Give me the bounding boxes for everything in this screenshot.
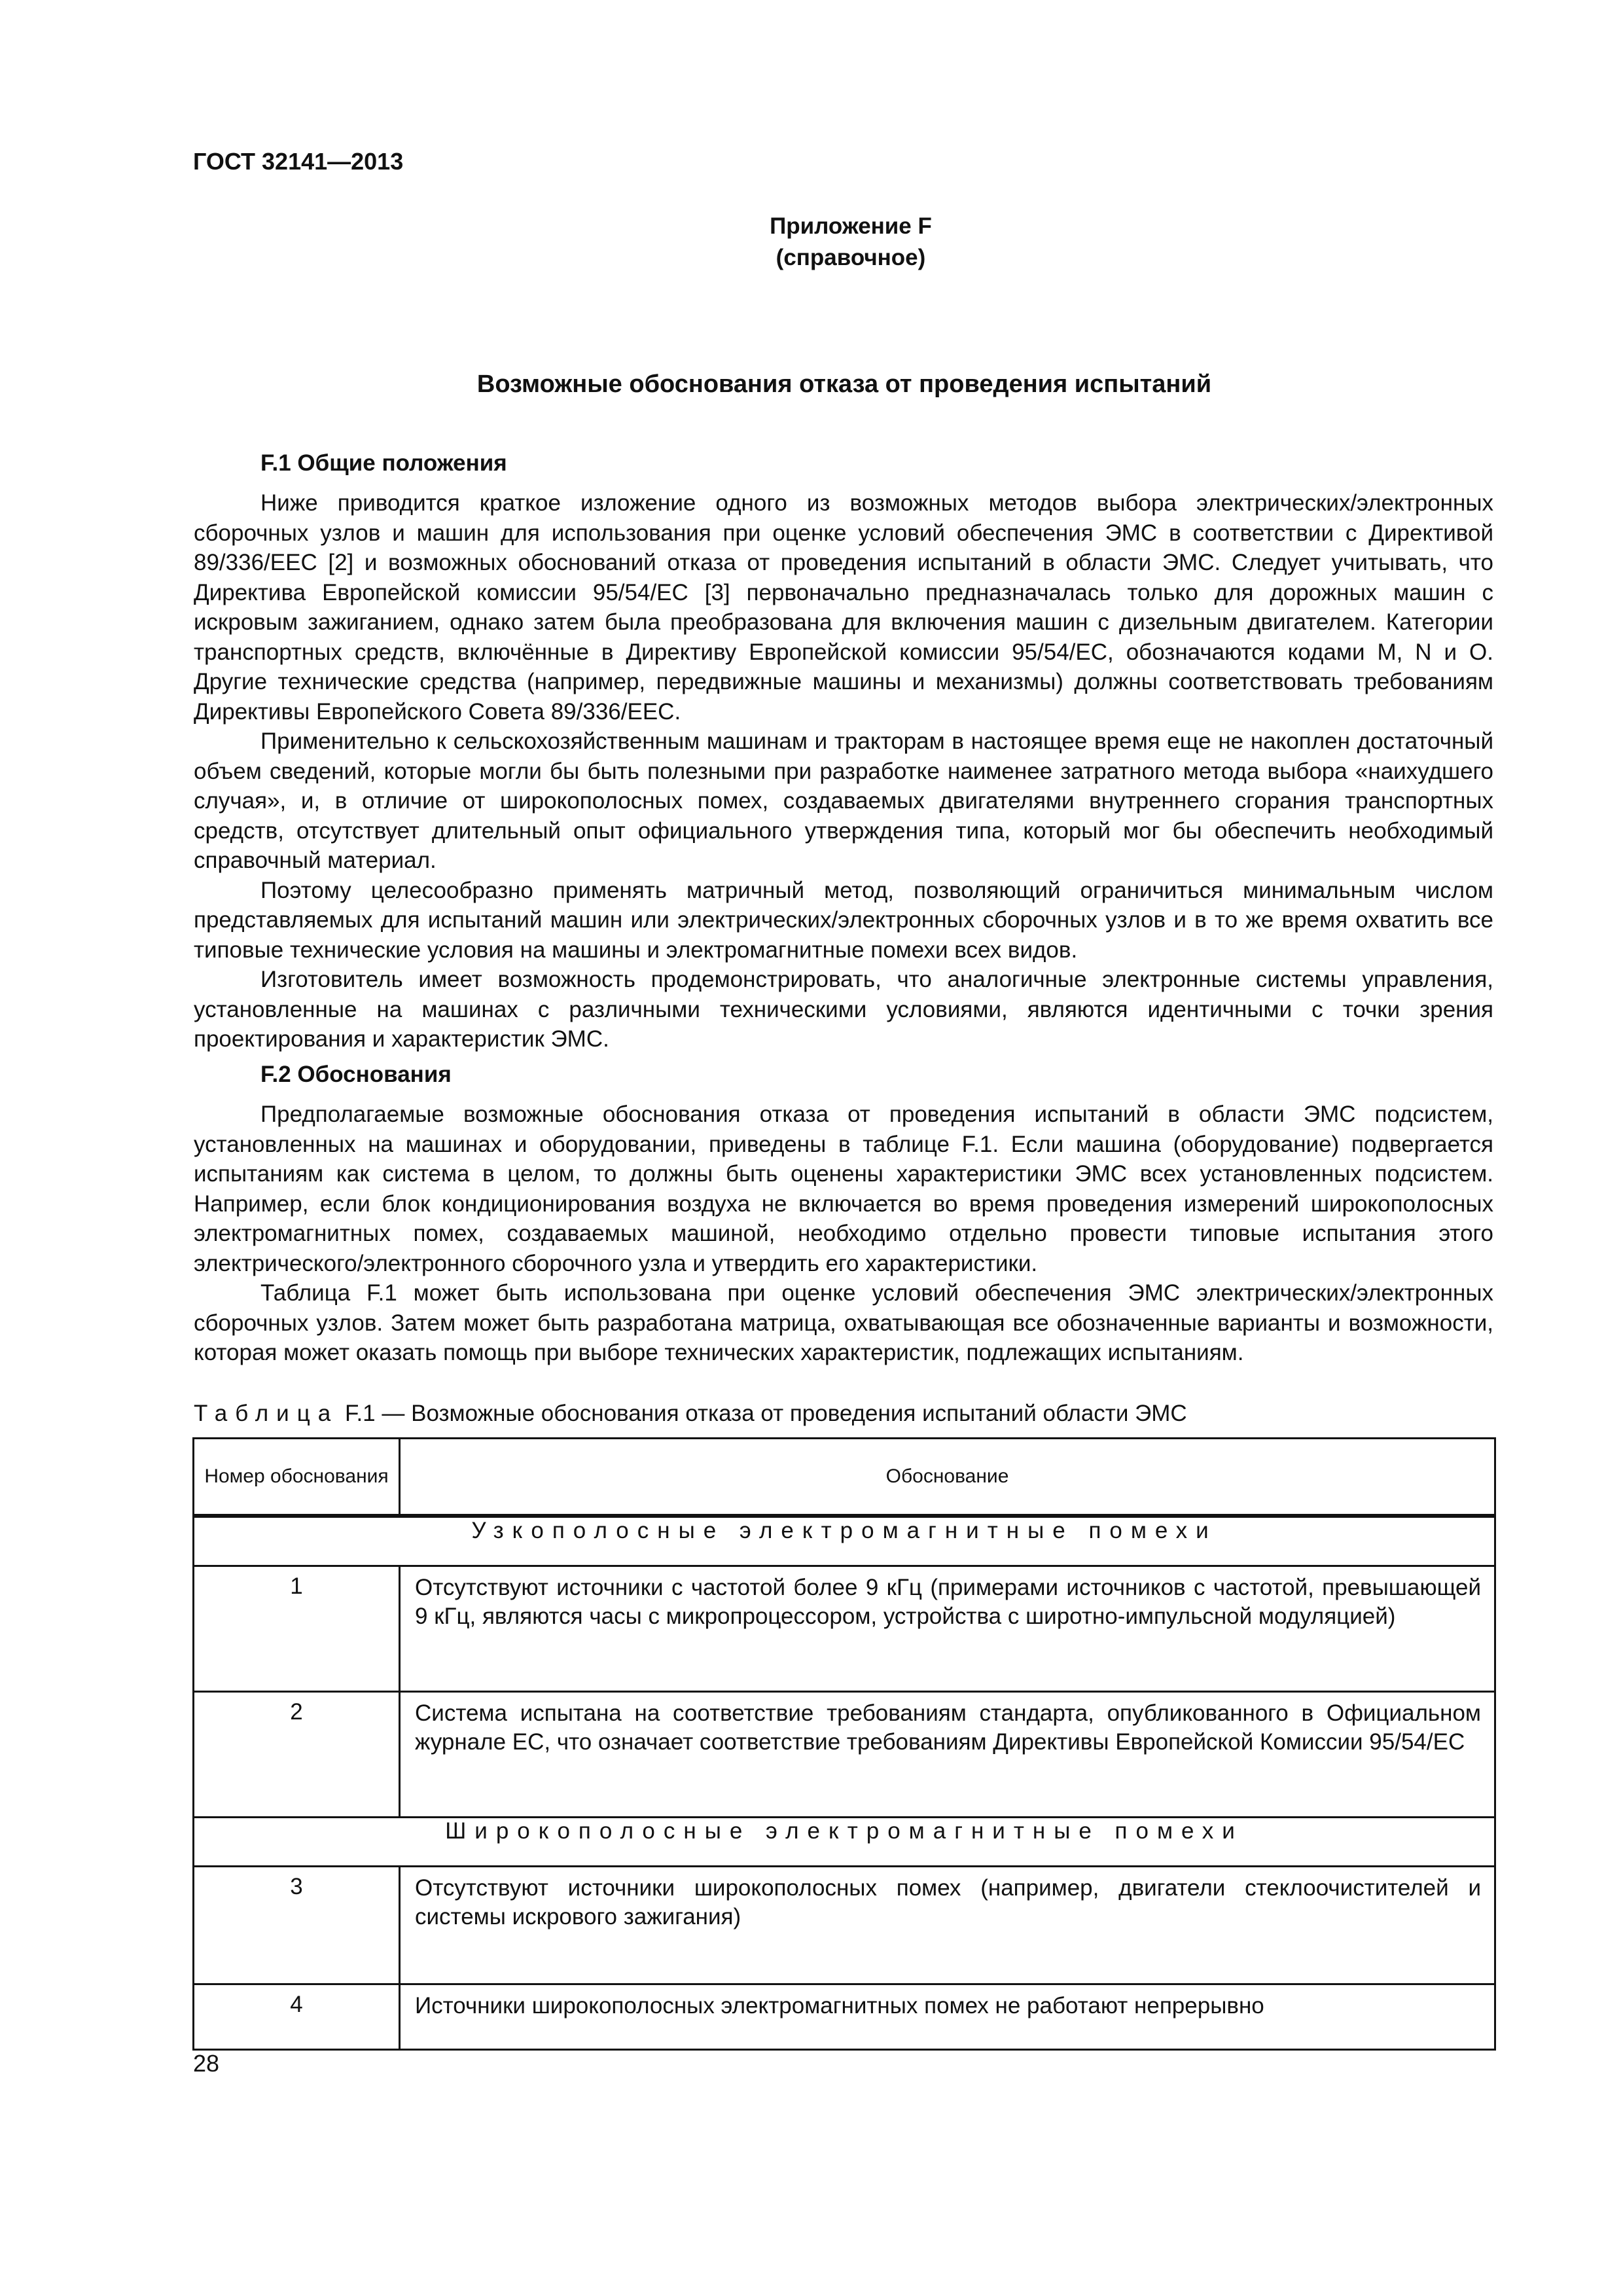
paragraph: Поэтому целесообразно применять матричный метод, позволяющий ограничиться минимальным числом представляемых для испытаний машин или электрических/электронных сборочных узлов и в то же время охватить все типовые технические условия на машины и электромагнитные помехи всех видов. [194,877,1493,963]
row-number: 2 [194,1692,400,1818]
paragraph: Таблица F.1 может быть использована при оценке условий обеспечения ЭМС электрических/электронных сборочных узлов. Затем может быть разработана матрица, охватывающая все обозначенные варианты и возможности, которая может оказать помощь при выборе технических характеристик, подлежащих испытаниям. [194,1280,1493,1365]
row-text: Отсутствуют источники с частотой более 9 кГц (примерами источников с частотой, превышающей 9 кГц, являются часы с микропроцессором, устройства с широтно-импульсной модуляцией) [400,1566,1495,1692]
section-heading-f2: F.2 Обоснования [260,1062,452,1087]
row-number: 4 [194,1984,400,2050]
paragraph: Ниже приводится краткое изложение одного из возможных методов выбора электрических/электронных сборочных узлов и машин для использования при оценке условий обеспечения ЭМС в соответствии с Директивой 89/336/ЕЕС [2] и возможных обоснований отказа от проведения испытаний в области ЭМС. Следует учитывать, что Директива Европейской комиссии 95/54/ЕС [3] первоначально предназначалась только для дорожных машин с искровым зажиганием, однако затем была преобразована для включения машин с дизельным двигателем. Категории транспортных средств, включённые в Директиву Европейской комиссии 95/54/ЕС, обозначаются кодами М, N и О. Другие технические средства (например, передвижные машины и механизмы) должны соответствовать требованиям Директивы Европейского Совета 89/336/ЕЕС. [194,490,1493,725]
paragraph: Изготовитель имеет возможность продемонстрировать, что аналогичные электронные системы управления, установленные на машинах с различными техническими условиями, являются идентичными с точки зрения проектирования и характеристик ЭМС. [194,967,1493,1052]
table-caption-prefix: Таблица [194,1401,339,1426]
annex-title: Возможные обоснования отказа от проведения испытаний [476,370,1212,398]
section-heading-f1: F.1 Общие положения [260,450,507,476]
row-text: Источники широкополосных электромагнитных помех не работают непрерывно [400,1984,1495,2050]
page-number: 28 [193,2050,220,2077]
table-caption-text: F.1 — Возможные обоснования отказа от проведения испытаний области ЭМС [338,1401,1187,1426]
paragraph: Предполагаемые возможные обоснования отказа от проведения испытаний в области ЭМС подсистем, установленных на машинах и оборудовании, приведены в таблице F.1. Если машина (оборудование) подвергается испытаниям как система в целом, то должны быть оценены характеристики ЭМС всех установленных подсистем. Например, если блок кондиционирования воздуха не включается во время проведения измерений широкополосных электромагнитных помех, создаваемых машиной, необходимо отдельно провести типовые испытания этого электрического/электронного сборочного узла и утвердить его характеристики. [194,1102,1493,1276]
section-body-f2 [194,1100,1493,1368]
table-header-row [194,1439,1495,1516]
table-caption [194,1401,1187,1427]
group-title: Узкополосные электромагнитные помехи [194,1516,1495,1566]
column-header-number: Номер обоснования [194,1439,400,1516]
annex-label: Приложение F [770,213,932,239]
row-number: 3 [194,1867,400,1984]
row-text: Система испытана на соответствие требованиям стандарта, опубликованного в Официальном журнале ЕС, что означает соответствие требованиям Директивы Европейской Комиссии 95/54/ЕС [400,1692,1495,1818]
group-title: Широкополосные электромагнитные помехи [194,1818,1495,1867]
table-group-row [194,1516,1495,1566]
table-row [194,1566,1495,1692]
table-group-row [194,1818,1495,1867]
document-code: ГОСТ 32141—2013 [193,148,404,175]
row-number: 1 [194,1566,400,1692]
annex-header [713,211,988,274]
annex-type: (справочное) [776,245,926,270]
section-body-f1 [194,488,1493,1054]
paragraph: Применительно к сельскохозяйственным машинам и тракторам в настоящее время еще не накоплен достаточный объем сведений, которые могли бы быть полезными при разработке наименее затратного метода выбора «наихудшего случая», и, в отличие от широкополосных помех, создаваемых двигателями внутреннего сгорания транспортных средств, отсутствует длительный опыт официального утверждения типа, который мог бы обеспечить необходимый справочный материал. [194,728,1493,873]
table-row [194,1984,1495,2050]
table-row [194,1867,1495,1984]
row-text: Отсутствуют источники широкополосных помех (например, двигатели стеклоочистителей и системы искрового зажигания) [400,1867,1495,1984]
table-row [194,1692,1495,1818]
column-header-justification: Обоснование [400,1439,1495,1516]
justification-table [192,1437,1496,2051]
